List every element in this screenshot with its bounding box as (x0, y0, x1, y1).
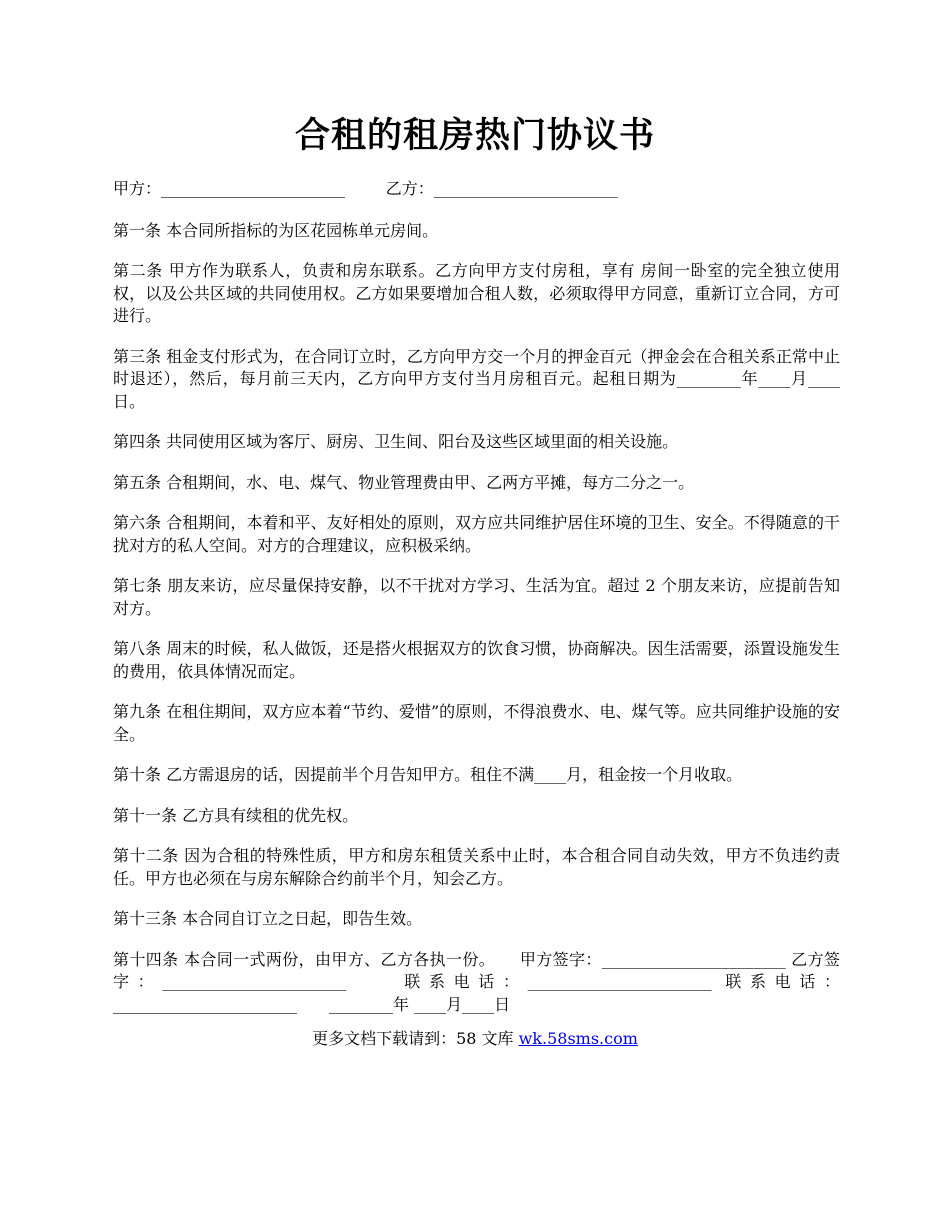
article-10: 第十条 乙方需退房的话，因提前半个月告知甲方。租住不满____月，租金按一个月收取。 (113, 765, 743, 784)
footer-link[interactable]: wk.58sms.com (518, 1029, 638, 1048)
party-b-field: 乙方：_______________________ (385, 179, 618, 198)
article-13: 第十三条 本合同自订立之日起，即告生效。 (113, 909, 423, 928)
article-9: 第九条 在租住期间，双方应本着“节约、爱惜”的原则，不得浪费水、电、煤气等。应共同维护设施的安全。 (113, 702, 840, 744)
download-footer (0, 1028, 950, 1050)
party-a-field: 甲方：_______________________ (113, 179, 346, 198)
parties-line (113, 178, 840, 201)
article-8: 第八条 周末的时候，私人做饭，还是搭火根据双方的饮食习惯，协商解决。因生活需要，添置设施发生的费用，依具体情况而定。 (113, 639, 840, 681)
article-1: 第一条 本合同所指标的为区花园栋单元房间。 (113, 220, 439, 240)
footer-prefix: 更多文档下载请到：58 文库 (312, 1029, 519, 1048)
article-4: 第四条 共同使用区域为客厅、厨房、卫生间、阳台及这些区域里面的相关设施。 (113, 432, 679, 451)
article-12: 第十二条 因为合租的特殊性质，甲方和房东租赁关系中止时，本合租合同自动失效，甲方不负违约责任。甲方也必须在与房东解除合约前半个月，知会乙方。 (113, 846, 840, 888)
document-body (113, 178, 840, 1034)
article-7: 第七条 朋友来访，应尽量保持安静，以不干扰对方学习、生活为宜。超过 2 个朋友来访，应提前告知对方。 (113, 576, 840, 618)
article-6: 第六条 合租期间，本着和平、友好相处的原则，双方应共同维护居住环境的卫生、安全。不得随意的干扰对方的私人空间。对方的合理建议，应积极采纳。 (113, 513, 840, 555)
article-11: 第十一条 乙方具有续租的优先权。 (113, 805, 359, 825)
article-2: 第二条 甲方作为联系人，负责和房东联系。乙方向甲方支付房租，享有 房间一卧室的完全独立使用权，以及公共区域的共同使用权。乙方如果要增加合租人数，必须取得甲方同意，重新订立合同，方可进行。 (113, 261, 840, 325)
article-5: 第五条 合租期间，水、电、煤气、物业管理费由甲、乙两方平摊，每方二分之一。 (113, 472, 695, 492)
document-title: 合租的租房热门协议书 (294, 115, 655, 156)
article-14: 第十四条 本合同一式两份，由甲方、乙方各执一份。 甲方签字：_______________________ 乙方签字：_______________________ 联系电话：_______________________ 联系电话：_______________________ ________年 ____月____日 (113, 949, 840, 1014)
article-3: 第三条 租金支付形式为，在合同订立时，乙方向甲方交一个月的押金百元（押金会在合租关系正常中止时退还），然后，每月前三天内，乙方向甲方支付当月房租百元。起租日期为________年____月____日。 (113, 346, 840, 411)
